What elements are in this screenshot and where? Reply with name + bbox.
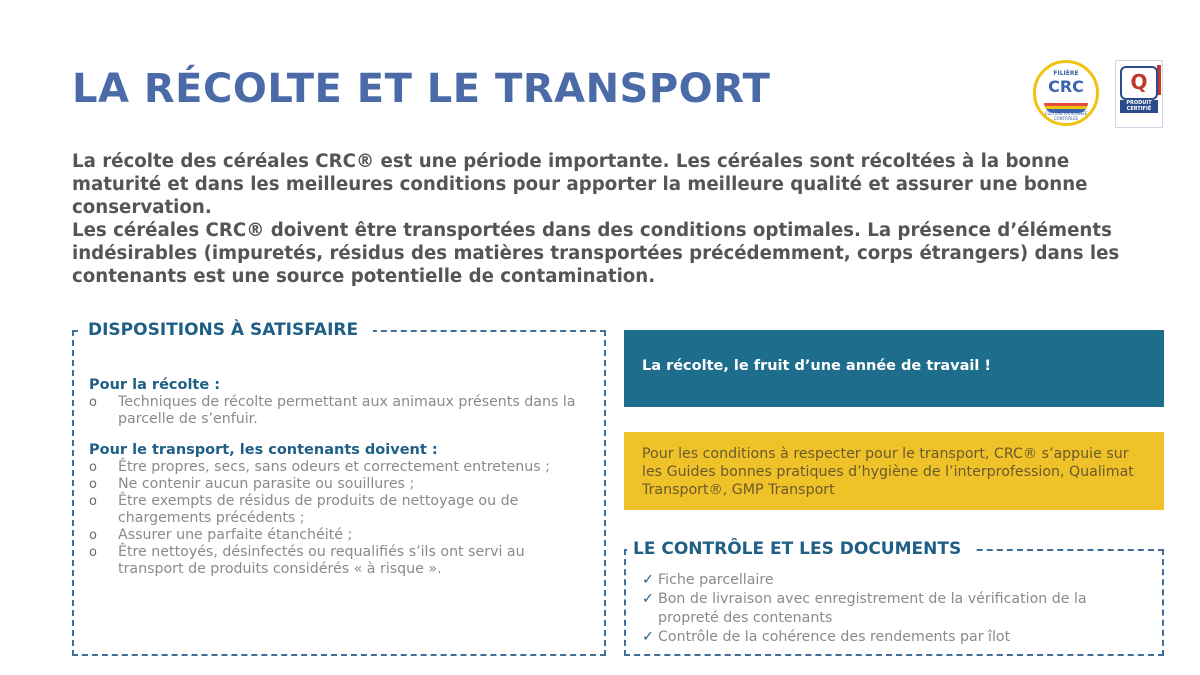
recolte-title: Pour la récolte : <box>89 377 221 393</box>
recolte-list <box>89 394 584 428</box>
list-item: ✓ Bon de livraison avec enregistrement de la vérification de la propreté des contenants <box>642 591 1087 626</box>
dispositions-heading: DISPOSITIONS À SATISFAIRE <box>82 320 373 340</box>
transport-list <box>89 459 584 578</box>
transport-title: Pour le transport, les contenants doivent : <box>89 442 438 458</box>
list-item: o Ne contenir aucun parasite ou souillures ; <box>89 476 415 492</box>
list-item: ✓ Fiche parcellaire <box>642 572 774 588</box>
cert-logo-label: PRODUIT CERTIFIÉ <box>1120 100 1158 113</box>
list-item: o Être propres, secs, sans odeurs et correctement entretenus ; <box>89 459 550 475</box>
crc-logo-main: CRC <box>1048 77 1084 96</box>
check-icon: ✓ <box>642 629 654 645</box>
intro-paragraph-1: La récolte des céréales CRC® est une période importante. Les céréales sont récoltées à la bonne maturité et dans les meilleures conditions pour apporter la meilleure qualité et assurer une bonne conservation. <box>72 151 1088 218</box>
bullet-icon: o <box>89 460 97 475</box>
list-item: ✓ Contrôle de la cohérence des rendements par îlot <box>642 629 1011 645</box>
cert-logo-mark: Q <box>1120 66 1158 100</box>
logos <box>1033 60 1165 128</box>
list-item: o Être exempts de résidus de produits de nettoyage ou de chargements précédents ; <box>89 493 519 526</box>
list-item: o Être nettoyés, désinfectés ou requalifiés s’ils ont servi au transport de produits considérés « à risque ». <box>89 544 525 577</box>
list-item: o Assurer une parfaite étanchéité ; <box>89 527 353 543</box>
bullet-icon: o <box>89 477 97 492</box>
crc-logo-top: FILIÈRE <box>1053 70 1079 77</box>
crc-logo-bottom: CULTURE RAISONNÉE CONTRÔLÉE <box>1044 111 1088 121</box>
bullet-icon: o <box>89 545 97 560</box>
crc-logo <box>1033 60 1099 126</box>
check-icon: ✓ <box>642 572 654 588</box>
transport-guides-callout: Pour les conditions à respecter pour le transport, CRC® s’appuie sur les Guides bonnes pratiques d’hygiène de l’interprofession, Qualimat Transport®, GMP Transport <box>624 432 1164 510</box>
bullet-icon: o <box>89 395 97 410</box>
produit-certifie-logo <box>1115 60 1163 128</box>
list-item: o Techniques de récolte permettant aux animaux présents dans la parcelle de s’enfuir. <box>89 394 576 427</box>
bullet-icon: o <box>89 528 97 543</box>
check-icon: ✓ <box>642 591 654 607</box>
dispositions-content <box>89 377 584 592</box>
bullet-icon: o <box>89 494 97 509</box>
page-title: LA RÉCOLTE ET LE TRANSPORT <box>72 66 771 112</box>
controle-heading: LE CONTRÔLE ET LES DOCUMENTS <box>627 539 973 559</box>
intro-paragraph-2: Les céréales CRC® doivent être transportées dans des conditions optimales. La présence d’éléments indésirables (impuretés, résidus des matières transportées précédemment, corps étrangers) dans les contenants est une source potentielle de contamination. <box>72 220 1120 287</box>
recolte-callout: La récolte, le fruit d’une année de travail ! <box>624 330 1164 407</box>
controle-list <box>642 571 1147 647</box>
intro-text <box>72 150 1157 288</box>
